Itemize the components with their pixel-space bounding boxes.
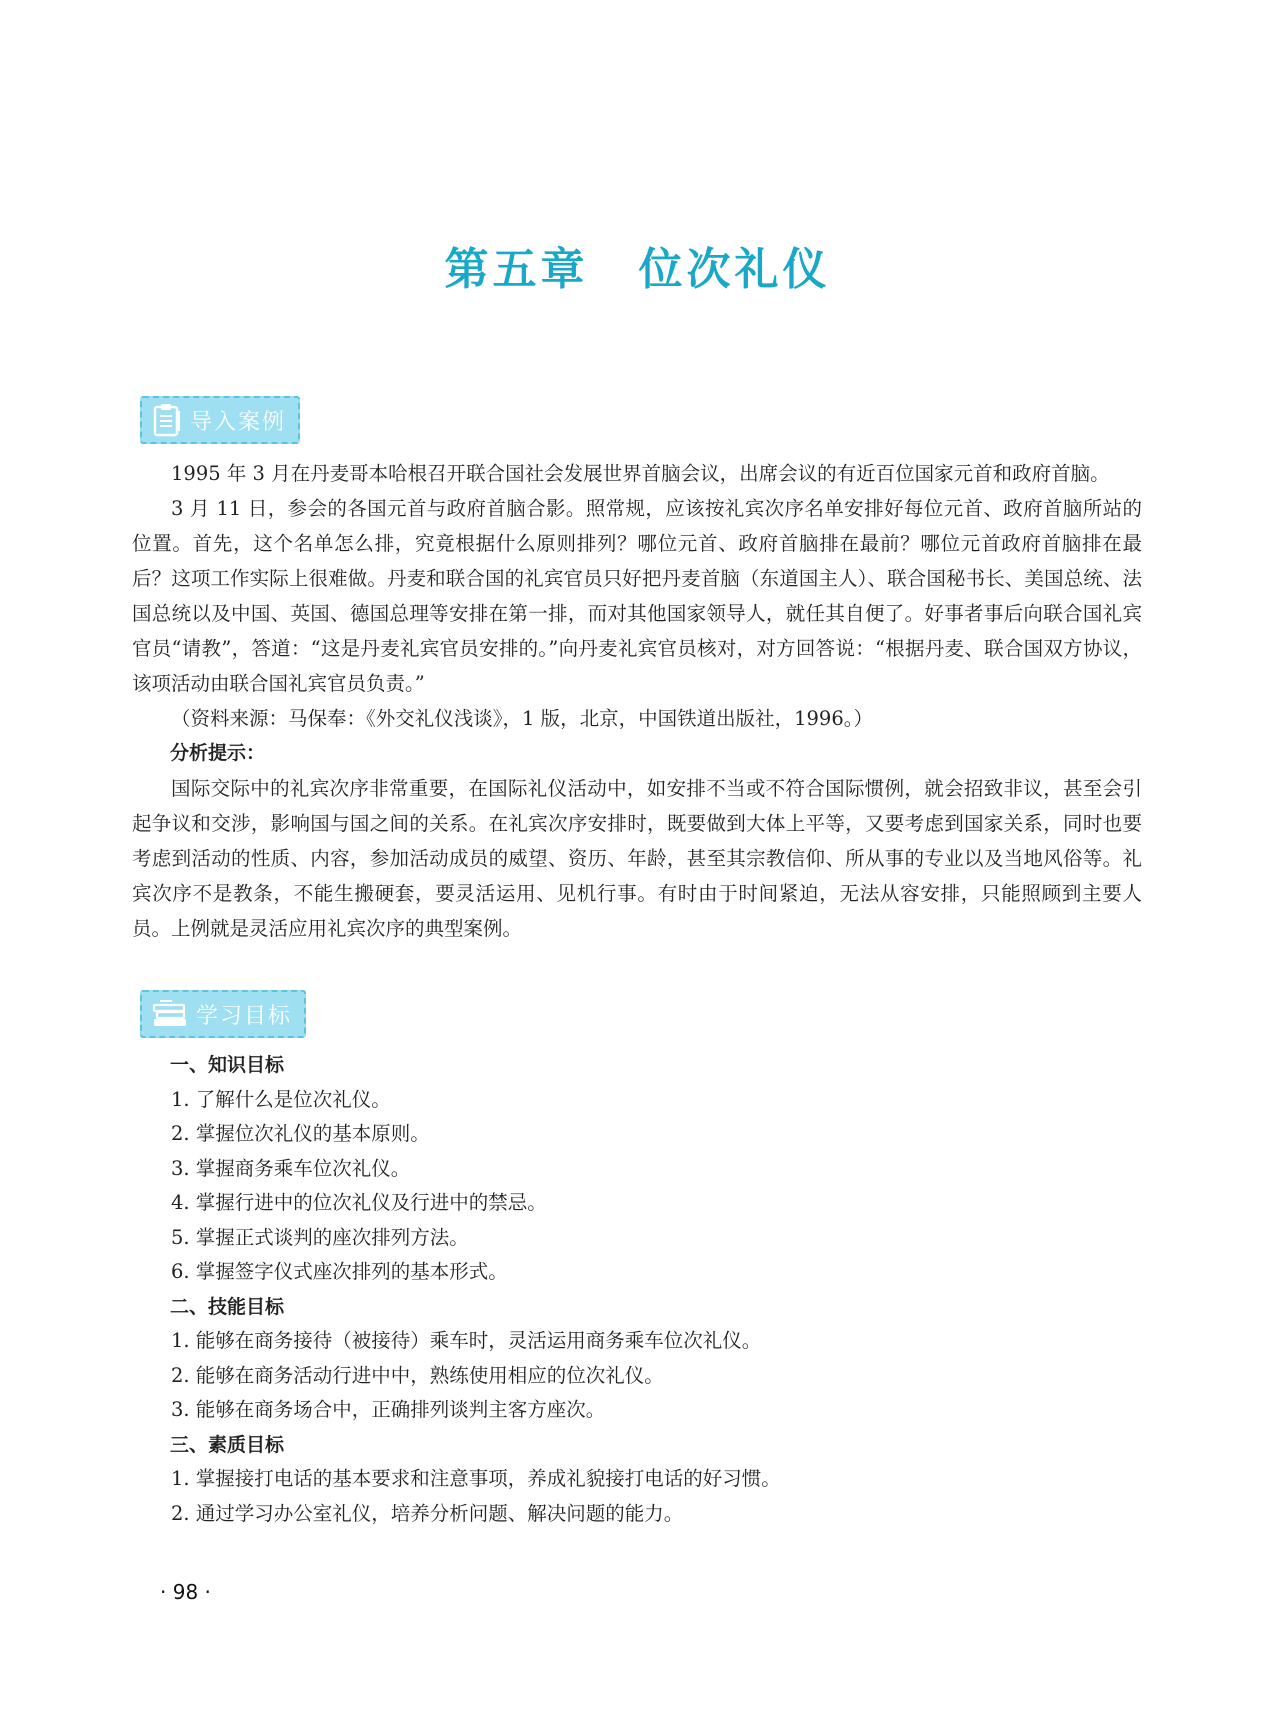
list-item: 2. 掌握位次礼仪的基本原则。 xyxy=(171,1122,430,1145)
learning-goals-badge xyxy=(140,990,306,1038)
intro-paragraph: 3 月 11 日，参会的各国元首与政府首脑合影。照常规，应该按礼宾次序名单安排好每位元首、政府首脑所站的位置。首先，这个名单怎么排，究竟根据什么原则排列？哪位元首、政府首脑排在最前？哪位元首政府首脑排在最后？这项工作实际上很难做。丹麦和联合国的礼宾官员只好把丹麦首脑（东道国主人）、联合国秘书长、美国总统、法国总统以及中国、英国、德国总理等安排在第一排，而对其他国家领导人，就任其自便了。好事者事后向联合国礼宾官员“请教”，答道：“这是丹麦礼宾官员安排的。”向丹麦礼宾官员核对，对方回答说：“根据丹麦、联合国双方协议，该项活动由联合国礼宾官员负责。” xyxy=(132,497,1142,695)
list-item: 5. 掌握正式谈判的座次排列方法。 xyxy=(171,1225,469,1249)
chapter-title xyxy=(0,244,1275,297)
skill-goals-heading: 二、技能目标 xyxy=(170,1295,285,1318)
chapter-name: 位次礼仪 xyxy=(638,244,831,295)
clipboard-icon xyxy=(152,403,182,437)
knowledge-goals-heading: 一、知识目标 xyxy=(170,1054,285,1076)
analysis-heading: 分析提示： xyxy=(170,742,266,764)
intro-paragraph: 1995 年 3 月在丹麦哥本哈根召开联合国社会发展世界首脑会议，出席会议的有近百位国家元首和政府首脑。 xyxy=(171,462,1110,485)
analysis-paragraph: 国际交际中的礼宾次序非常重要，在国际礼仪活动中，如安排不当或不符合国际惯例，就会招致非议，甚至会引起争议和交涉，影响国与国之间的关系。在礼宾次序安排时，既要做到大体上平等，又要考虑到国家关系，同时也要考虑到活动的性质、内容，参加活动成员的威望、资历、年龄，甚至其宗教信仰、所从事的专业以及当地风俗等。礼宾次序不是教条，不能生搬硬套，要灵活运用、见机行事。有时由于时间紧迫，无法从容安排，只能照顾到主要人员。上例就是灵活应用礼宾次序的典型案例。 xyxy=(132,777,1142,940)
list-item: 2. 通过学习办公室礼仪，培养分析问题、解决问题的能力。 xyxy=(171,1501,684,1525)
intro-case-text xyxy=(132,456,1142,946)
list-item: 2. 能够在商务活动行进中中，熟练使用相应的位次礼仪。 xyxy=(171,1363,664,1387)
list-item: 1. 能够在商务接待（被接待）乘车时，灵活运用商务乘车位次礼仪。 xyxy=(171,1329,762,1352)
quality-goals-heading: 三、素质目标 xyxy=(170,1433,285,1456)
source-citation: （资料来源：马保奉：《外交礼仪浅谈》，1 版，北京，中国铁道出版社，1996。） xyxy=(171,707,873,730)
list-item: 4. 掌握行进中的位次礼仪及行进中的禁忌。 xyxy=(171,1191,547,1214)
intro-case-badge xyxy=(140,396,300,444)
books-icon xyxy=(152,999,188,1029)
list-item: 1. 了解什么是位次礼仪。 xyxy=(171,1087,391,1111)
list-item: 3. 掌握商务乘车位次礼仪。 xyxy=(171,1156,411,1180)
list-item: 3. 能够在商务场合中，正确排列谈判主客方座次。 xyxy=(171,1398,606,1421)
learning-goals-label: 学习目标 xyxy=(196,1003,293,1029)
list-item: 1. 掌握接打电话的基本要求和注意事项，养成礼貌接打电话的好习惯。 xyxy=(171,1467,781,1490)
list-item: 6. 掌握签字仪式座次排列的基本形式。 xyxy=(171,1260,508,1283)
learning-goals-list xyxy=(132,1048,1142,1531)
page-number: · 98 · xyxy=(160,1580,211,1604)
intro-case-label: 导入案例 xyxy=(190,409,287,435)
chapter-number: 第五章 xyxy=(444,244,589,295)
